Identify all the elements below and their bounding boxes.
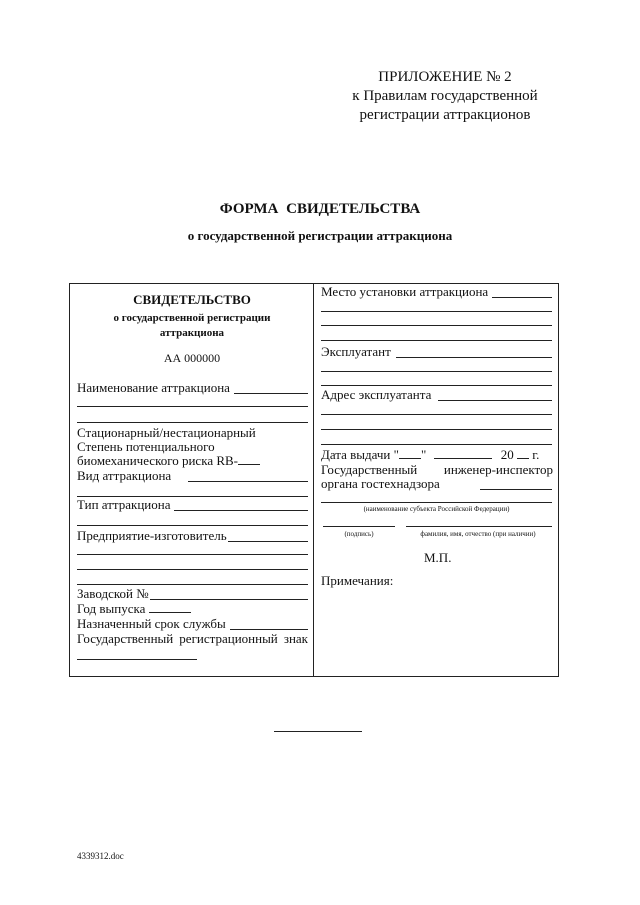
operator-address-line-2 [321, 414, 552, 415]
stationary-label: Стационарный/нестационарный [77, 425, 256, 440]
appendix-header [330, 68, 560, 125]
end-separator [274, 731, 362, 732]
operator-line-3 [321, 385, 552, 386]
issue-date-row: Дата выдачи " " 20 г. [321, 447, 540, 462]
certificate-number: АА 000000 [163, 351, 221, 365]
location-label: Место установки аттракциона [321, 284, 489, 299]
attraction-name-label: Наименование аттракциона [77, 380, 230, 395]
notes-label: Примечания: [321, 573, 394, 588]
subject-caption: (наименование субъекта Российской Федерации) [363, 505, 510, 513]
appendix-line3: регистрации аттракционов [359, 107, 531, 123]
risk-label-1: Степень потенциального [77, 439, 215, 454]
manufacturer-label: Предприятие-изготовитель [77, 528, 227, 543]
issue-month-blank [434, 447, 492, 459]
inspector-label: Государственный инженер-инспектор [321, 462, 553, 477]
reg-sign-line [77, 659, 197, 660]
operator-address-label: Адрес эксплуатанта [321, 387, 432, 402]
manufacturer-line [228, 541, 308, 542]
signature-line [323, 526, 395, 527]
serial-number-label: Заводской № [77, 586, 149, 601]
signature-caption: (подпись) [344, 530, 374, 538]
risk-label-2: биомеханического риска RB- [77, 453, 260, 469]
location-line [492, 297, 552, 298]
manufacturer-line-4 [77, 584, 308, 585]
form-title: ФОРМА СВИДЕТЕЛЬСТВА [219, 201, 421, 217]
seal-label: М.П. [424, 550, 452, 565]
year-label: Год выпуска [77, 601, 191, 617]
operator-label: Эксплуатант [321, 344, 391, 359]
inspector-line [480, 489, 552, 490]
attraction-name-line-2 [77, 406, 308, 407]
attraction-kind-line [188, 481, 308, 482]
form-subtitle: о государственной регистрации аттракциона [187, 228, 453, 243]
full-name-caption: фамилия, имя, отчество (при наличии) [420, 530, 536, 538]
service-life-line [230, 629, 308, 630]
manufacturer-line-2 [77, 554, 308, 555]
certificate-divider [313, 283, 314, 677]
attraction-type-label: Тип аттракциона [77, 497, 171, 512]
certificate-subheading-1: о государственной регистрации [113, 312, 271, 324]
certificate-heading: СВИДЕТЕЛЬСТВО [133, 292, 251, 307]
year-blank [149, 601, 191, 613]
operator-address-line-3 [321, 429, 552, 430]
operator-address-line-4 [321, 444, 552, 445]
operator-line [396, 357, 552, 358]
location-line-2 [321, 311, 552, 312]
subject-line [321, 502, 552, 503]
attraction-type-line [174, 510, 308, 511]
operator-line-2 [321, 371, 552, 372]
inspector-label-2: органа гостехнадзора [321, 476, 440, 491]
operator-address-line [438, 400, 552, 401]
manufacturer-line-3 [77, 569, 308, 570]
attraction-name-line-3 [77, 422, 308, 423]
appendix-line2: к Правилам государственной [352, 88, 538, 104]
risk-blank [238, 453, 260, 465]
attraction-name-line [234, 393, 308, 394]
issue-year-blank [517, 447, 529, 459]
reg-sign-label: Государственный регистрационный знак [77, 631, 308, 646]
attraction-type-line-2 [77, 525, 308, 526]
issue-day-blank [399, 447, 421, 459]
location-line-4 [321, 340, 552, 341]
file-name: 4339312.doc [77, 851, 124, 861]
attraction-kind-label: Вид аттракциона [77, 468, 172, 483]
full-name-line [406, 526, 552, 527]
location-line-3 [321, 325, 552, 326]
appendix-number: ПРИЛОЖЕНИЕ № 2 [378, 69, 512, 85]
service-life-label: Назначенный срок службы [77, 616, 226, 631]
certificate-subheading-2: аттракциона [159, 327, 225, 339]
serial-number-line [150, 599, 308, 600]
